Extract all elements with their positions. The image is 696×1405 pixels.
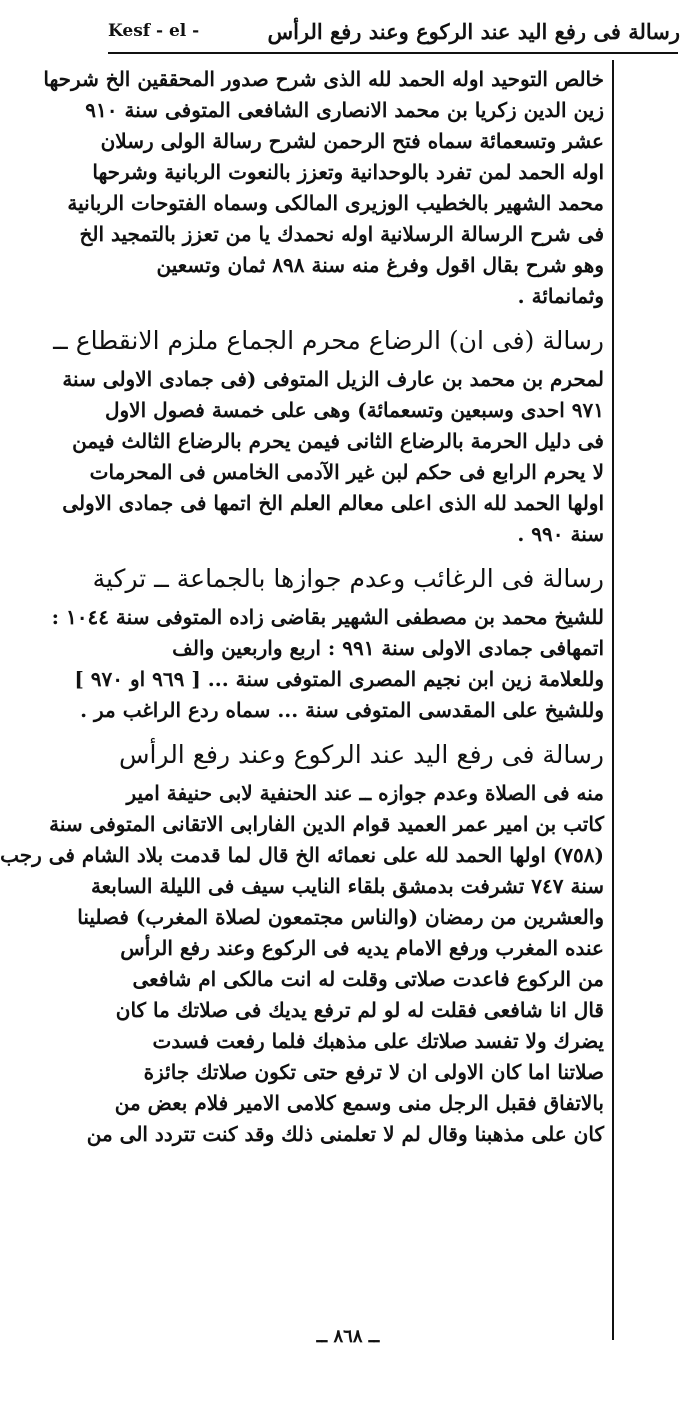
text-line: يضرك ولا تفسد صلاتك على مذهبك فلما رفعت فسدت	[152, 1029, 604, 1053]
text-line: عنده المغرب ورفع الامام يديه فى الركوع وعند رفع الرأس	[120, 936, 604, 960]
entry-heading: رسالة فى الرغائب وعدم جوازها بالجماعة ــ تركية	[92, 564, 604, 593]
text-line: اولها الحمد لله الذى اعلى معالم العلم الخ اتمها فى جمادى الاولى	[62, 491, 604, 515]
entry-heading: رسالة (فى ان) الرضاع محرم الجماع ملزم الانقطاع ــ	[53, 326, 604, 355]
text-line: سنة ٧٤٧ تشرفت بدمشق بلقاء النايب سيف فى الليلة السابعة	[90, 874, 604, 898]
text-line: وثمانمائة .	[517, 284, 604, 308]
running-title: رسالة فى رفع اليد عند الركوع وعند رفع الرأس	[267, 18, 680, 44]
header-rule	[108, 52, 678, 54]
page-body	[0, 64, 604, 1150]
text-line: قال انا شافعى فقلت له لو لم ترفع يديك فى صلاتك ما كان	[115, 998, 604, 1022]
text-line: كان على مذهبنا وقال لم لا تعلمنى ذلك وقد كنت تتردد الى من	[86, 1122, 604, 1146]
page-number: ــ ٨٦٨ ــ	[316, 1326, 380, 1347]
text-line: (٧٥٨) اولها الحمد لله على نعمائه الخ قال لما قدمت بلاد الشام فى رجب	[0, 843, 604, 867]
text-line: والعشرين من رمضان (والناس مجتمعون لصلاة المغرب) فصلينا	[77, 905, 604, 929]
margin-rule	[612, 60, 614, 1340]
section-entry	[53, 320, 604, 550]
section-entry	[51, 558, 604, 726]
text-line: زين الدين زكريا بن محمد الانصارى الشافعى المتوفى سنة ٩١٠	[85, 98, 604, 122]
text-line: منه فى الصلاة وعدم جوازه ــ عند الحنفية لابى حنيفة امير	[126, 781, 604, 805]
text-line: فى شرح الرسالة الرسلانية اوله نحمدك يا من تعزز بالتمجيد الخ	[79, 222, 604, 246]
text-line: عشر وتسعمائة سماه فتح الرحمن لشرح رسالة الولى رسلان	[100, 129, 604, 153]
section-entry	[0, 734, 604, 1150]
text-line: اتمهافى جمادى الاولى سنة ٩٩١ : اربع واربعين والف	[172, 636, 604, 660]
series-title: Kesf - el -	[108, 21, 200, 41]
page-header	[108, 14, 680, 48]
text-line: خالص التوحيد اوله الحمد لله الذى شرح صدور المحققين الخ شرحها	[43, 67, 604, 91]
text-line: بالاتفاق فقبل الرجل منى وسمع كلامى الامير فلام بعض من	[114, 1091, 604, 1115]
text-line: اوله الحمد لمن تفرد بالوحدانية وتعزز بالنعوت الربانية وشرحها	[92, 160, 604, 184]
text-line: وللعلامة زين ابن نجيم المصرى المتوفى سنة ... [ ٩٦٩ او ٩٧٠ ]	[74, 667, 604, 691]
text-line: من الركوع فاعدت صلاتى وقلت له انت مالكى ام شافعى	[132, 967, 604, 991]
text-line: لمحرم بن محمد بن عارف الزيل المتوفى (فى جمادى الاولى سنة	[62, 367, 604, 391]
text-line: ٩٧١ احدى وسبعين وتسعمائة) وهى على خمسة فصول الاول	[104, 398, 604, 422]
text-line: محمد الشهير بالخطيب الوزيرى المالكى وسماه الفتوحات الربانية	[67, 191, 604, 215]
entry-heading: رسالة فى رفع اليد عند الركوع وعند رفع الرأس	[118, 740, 604, 769]
text-line: فى دليل الحرمة بالرضاع الثانى فيمن يحرم بالرضاع الثالث فيمن	[72, 429, 604, 453]
text-line: كاتب بن امير عمر العميد قوام الدين الفارابى الاتقانى المتوفى سنة	[49, 812, 604, 836]
text-line: صلاتنا اما كان الاولى ان لا ترفع حتى تكون صلاتك جائزة	[143, 1060, 604, 1084]
text-line: وللشيخ على المقدسى المتوفى سنة ... سماه ردع الراغب مر .	[80, 698, 604, 722]
text-line: وهو شرح بقال اقول وفرغ منه سنة ٨٩٨ ثمان وتسعين	[156, 253, 604, 277]
text-line: سنة ٩٩٠ .	[517, 522, 604, 546]
section-entry	[43, 64, 604, 312]
text-line: لا يحرم الرابع فى حكم لبن غير الآدمى الخامس فى المحرمات	[89, 460, 604, 484]
text-line: للشيخ محمد بن مصطفى الشهير بقاضى زاده المتوفى سنة ١٠٤٤ :	[51, 605, 604, 629]
